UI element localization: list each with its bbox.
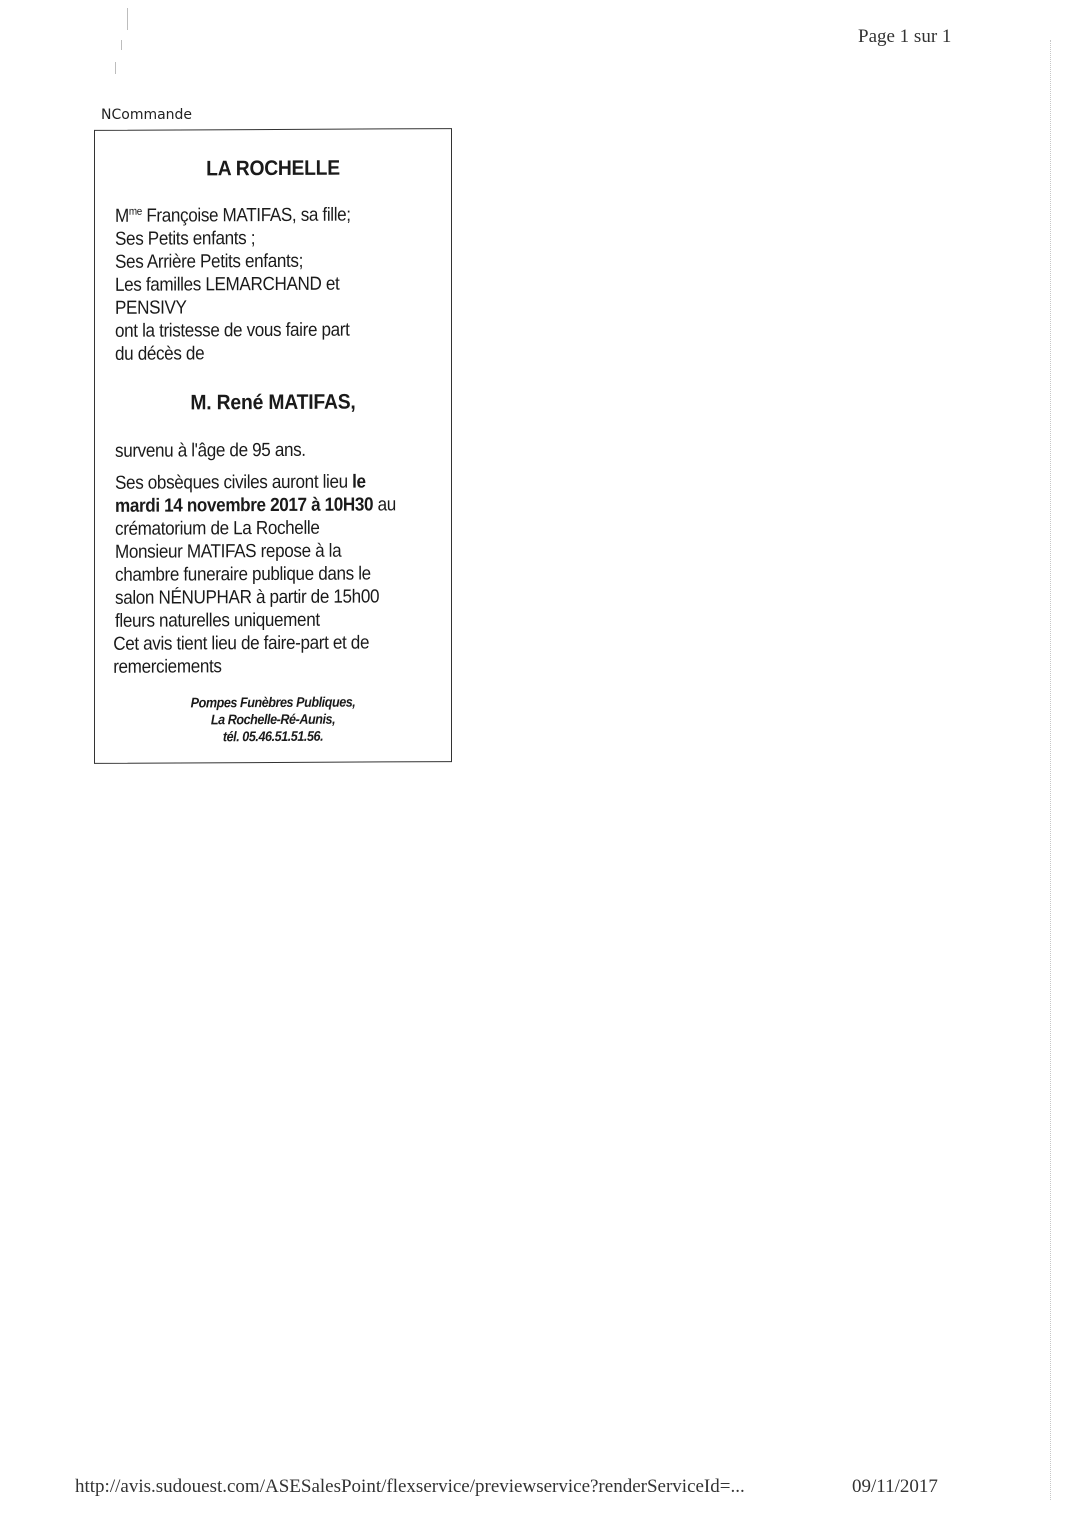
- funeral-line: salon NÉNUPHAR à partir de 15h00: [115, 586, 380, 609]
- family-announcement: [115, 204, 351, 366]
- footer-url: http://avis.sudouest.com/ASESalesPoint/flexservice/previewservice?renderServiceId=...: [75, 1476, 745, 1497]
- undertaker-name: Pompes Funèbres Publiques,: [190, 693, 356, 711]
- family-line: Ses Arrière Petits enfants;: [115, 250, 303, 273]
- page-number: Page 1 sur 1: [858, 26, 952, 47]
- funeral-details: [115, 470, 396, 678]
- funeral-line: remerciements: [113, 656, 222, 678]
- funeral-line: Ses obsèques civiles auront lieu le: [115, 471, 366, 494]
- age-line: survenu à l'âge de 95 ans.: [115, 439, 306, 462]
- funeral-line: chambre funeraire publique dans le: [115, 563, 371, 586]
- funeral-line: Monsieur MATIFAS repose à la: [115, 540, 342, 563]
- title-superscript: me: [128, 205, 142, 218]
- family-line: du décès de: [115, 343, 205, 365]
- notice-town: LA ROCHELLE: [206, 156, 340, 181]
- obituary-notice: [94, 128, 452, 764]
- undertaker-signature: [113, 693, 433, 746]
- scan-artifact: [121, 40, 122, 50]
- family-line: Les familles LEMARCHAND et: [115, 273, 340, 296]
- undertaker-location: La Rochelle-Ré-Aunis,: [210, 710, 336, 728]
- funeral-line: mardi 14 novembre 2017 à 10H30 au: [115, 494, 396, 517]
- footer-date: 09/11/2017: [852, 1476, 938, 1497]
- family-line: $M^{me}$ Françoise MATIFAS, sa fille;: [115, 204, 351, 227]
- order-label: NCommande: [101, 107, 193, 123]
- page-edge: [1050, 40, 1051, 1500]
- deceased-name: M. René MATIFAS,: [190, 390, 356, 415]
- family-line: Ses Petits enfants ;: [115, 228, 256, 250]
- funeral-date: mardi 14 novembre 2017 à 10H30: [115, 494, 374, 517]
- undertaker-phone: tél. 05.46.51.51.56.: [222, 727, 324, 745]
- funeral-line: Cet avis tient lieu de faire-part et de: [113, 632, 370, 655]
- scan-artifact: [115, 62, 116, 74]
- scan-artifact: [127, 8, 128, 30]
- funeral-line: crématorium de La Rochelle: [115, 517, 320, 540]
- family-line: ont la tristesse de vous faire part: [115, 319, 350, 342]
- family-line: PENSIVY: [115, 297, 187, 319]
- funeral-line: fleurs naturelles uniquement: [115, 609, 320, 632]
